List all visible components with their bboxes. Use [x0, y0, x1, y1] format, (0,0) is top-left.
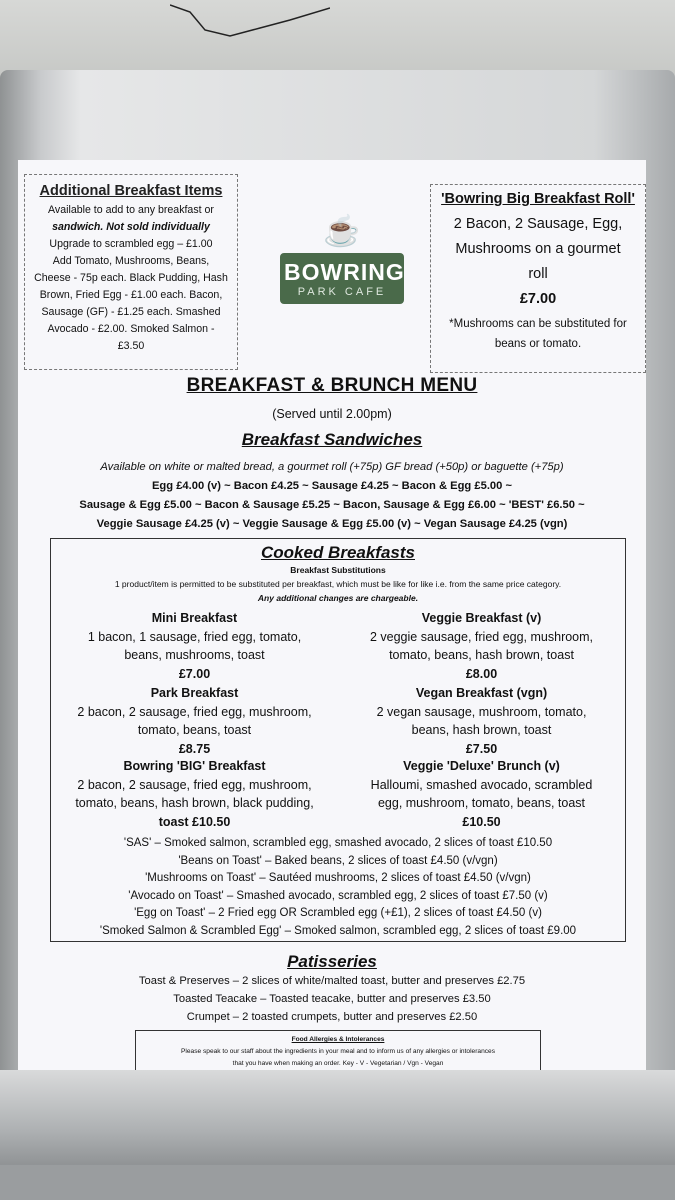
sandwich-prices-line: Veggie Sausage £4.25 (v) ~ Veggie Sausage & Egg £5.00 (v) ~ Vegan Sausage £4.25 (vgn) [96, 518, 568, 530]
additional-items-box [24, 174, 238, 370]
cooked-breakfasts-box [50, 538, 626, 942]
sandwich-prices-line: Sausage & Egg £5.00 ~ Bacon & Sausage £5.25 ~ Bacon, Sausage & Egg £6.00 ~ 'BEST' £6.50 ~ [79, 499, 585, 511]
breakfast-item [51, 609, 338, 683]
sandwiches-intro: Available on white or malted bread, a gourmet roll (+75p) GF bread (+50p) or baguette (+75p) [100, 461, 564, 473]
coffee-cup-icon: ☕ [323, 215, 361, 248]
allergy-title: Food Allergies & Intolerances [291, 1036, 385, 1043]
cooked-heading: Cooked Breakfasts [260, 543, 415, 562]
roll-note-line: beans or tomato. [494, 338, 582, 350]
cafe-logo [280, 215, 404, 345]
item-desc: tomato, beans, hash brown, black pudding, [75, 796, 314, 810]
item-price: £10.50 [462, 814, 501, 829]
extra-line: 'Beans on Toast' – Baked beans, 2 slices of toast £4.50 (v/vgn) [178, 854, 498, 867]
frame-bottom-rail [0, 1070, 675, 1170]
extra-line: 'SAS' – Smoked salmon, scrambled egg, smashed avocado, 2 slices of toast £10.50 [123, 837, 553, 849]
roll-line: Mushrooms on a gourmet [455, 241, 621, 257]
item-desc: 2 bacon, 2 sausage, fried egg, mushroom, [77, 704, 312, 719]
patisserie-line: Toasted Teacake – Toasted teacake, butter and preserves £3.50 [173, 993, 491, 1005]
item-price: £7.50 [465, 741, 498, 756]
breakfast-item [51, 684, 338, 758]
patisserie-line: Crumpet – 2 toasted crumpets, butter and preserves £2.50 [186, 1011, 478, 1023]
additional-line: Add Tomato, Mushrooms, Beans, [52, 255, 210, 267]
item-desc: Halloumi, smashed avocado, scrambled [370, 777, 593, 792]
patisserie-line: Toast & Preserves – 2 slices of white/malted toast, butter and preserves £2.75 [138, 975, 526, 987]
extra-line: 'Egg on Toast' – 2 Fried egg OR Scrambled egg (+£1), 2 slices of toast £4.50 (v) [134, 907, 542, 919]
extra-line: 'Mushrooms on Toast' – Sautéed mushrooms, 2 slices of toast £4.50 (v/vgn) [145, 872, 531, 884]
logo-name: BOWRING [284, 259, 405, 285]
item-price: £8.75 [178, 741, 211, 756]
item-name: Vegan Breakfast (vgn) [415, 686, 548, 700]
additional-line: sandwich. Not sold individually [52, 221, 210, 233]
roll-note [431, 314, 645, 354]
sandwich-prices-line: Egg £4.00 (v) ~ Bacon £4.25 ~ Sausage £4.25 ~ Bacon & Egg £5.00 ~ [151, 480, 513, 492]
extra-line: 'Avocado on Toast' – Smashed avocado, scrambled egg, 2 slices of toast £7.50 (v) [128, 889, 548, 902]
roll-line: roll [528, 266, 548, 282]
additional-line: Avocado - £2.00. Smoked Salmon - [47, 323, 215, 335]
item-name: Veggie Breakfast (v) [421, 611, 542, 625]
breakfast-item [338, 684, 625, 758]
item-name: Park Breakfast [150, 686, 239, 700]
item-desc: tomato, beans, hash brown, toast [389, 648, 574, 662]
additional-line: £3.50 [117, 340, 145, 352]
logo-subtitle: PARK CAFE [297, 286, 387, 298]
substitutions-text: 1 product/item is permitted to be substituted per breakfast, which must be like for like i.e. from the same price category. [114, 579, 562, 589]
breakfast-item [51, 757, 338, 831]
roll-title: 'Bowring Big Breakfast Roll' [441, 191, 635, 207]
item-desc: 2 vegan sausage, mushroom, tomato, [376, 704, 587, 719]
allergy-box [135, 1030, 541, 1070]
item-desc: beans, hash brown, toast [411, 723, 552, 737]
roll-line: 2 Bacon, 2 Sausage, Egg, [453, 216, 623, 232]
allergy-line: Please speak to our staff about the ingredients in your meal and to inform us of any allergies or intolerances [181, 1048, 495, 1055]
patisseries-heading: Patisseries [287, 952, 377, 971]
additional-line: Cheese - 75p each. Black Pudding, Hash [34, 272, 228, 284]
sandwiches-section [18, 458, 646, 534]
roll-price: £7.00 [519, 291, 557, 307]
ground [0, 1165, 675, 1200]
additional-items-title: Additional Breakfast Items [39, 183, 223, 199]
item-desc: tomato, beans, toast [137, 723, 252, 737]
item-desc: 2 bacon, 2 sausage, fried egg, mushroom, [77, 777, 312, 792]
item-desc: beans, mushrooms, toast [124, 648, 265, 662]
item-price: £7.00 [178, 666, 211, 681]
additional-line: Brown, Fried Egg - £1.00 each. Bacon, [39, 289, 223, 301]
item-desc: 1 bacon, 1 sausage, fried egg, tomato, [87, 629, 302, 644]
extra-line: 'Smoked Salmon & Scrambled Egg' – Smoked salmon, scrambled egg, 2 slices of toast £9.00 [99, 924, 577, 937]
item-name: Bowring 'BIG' Breakfast [123, 759, 266, 773]
substitutions-title: Breakfast Substitutions [290, 565, 386, 575]
patisseries-section [18, 972, 646, 1026]
toast-extras [51, 835, 625, 940]
substitutions-note: Any additional changes are chargeable. [257, 593, 419, 603]
roll-note-line: *Mushrooms can be substituted for [449, 318, 627, 330]
menu-title: BREAKFAST & BRUNCH MENU [186, 375, 478, 396]
sandwiches-heading: Breakfast Sandwiches [241, 430, 423, 449]
item-name: Veggie 'Deluxe' Brunch (v) [403, 759, 560, 773]
item-price: £8.00 [465, 666, 498, 681]
item-desc: 2 veggie sausage, fried egg, mushroom, [369, 629, 594, 644]
wall-crack [170, 0, 330, 50]
breakfast-item [338, 609, 625, 683]
logo-badge [280, 253, 404, 304]
served-until: (Served until 2.00pm) [272, 407, 392, 421]
item-name: Mini Breakfast [151, 611, 238, 625]
additional-line: Available to add to any breakfast or [48, 204, 214, 216]
big-breakfast-roll-box [430, 184, 646, 373]
breakfast-item [338, 757, 625, 831]
item-price: toast £10.50 [158, 814, 231, 829]
additional-line: Upgrade to scrambled egg – £1.00 [49, 238, 213, 250]
allergy-line: that you have when making an order. Key - V - Vegetarian / Vgn - Vegan [232, 1060, 444, 1067]
item-desc: egg, mushroom, tomato, beans, toast [377, 796, 586, 810]
menu-sheet [18, 160, 646, 1070]
additional-line: Sausage (GF) - £1.25 each. Smashed [41, 306, 221, 318]
